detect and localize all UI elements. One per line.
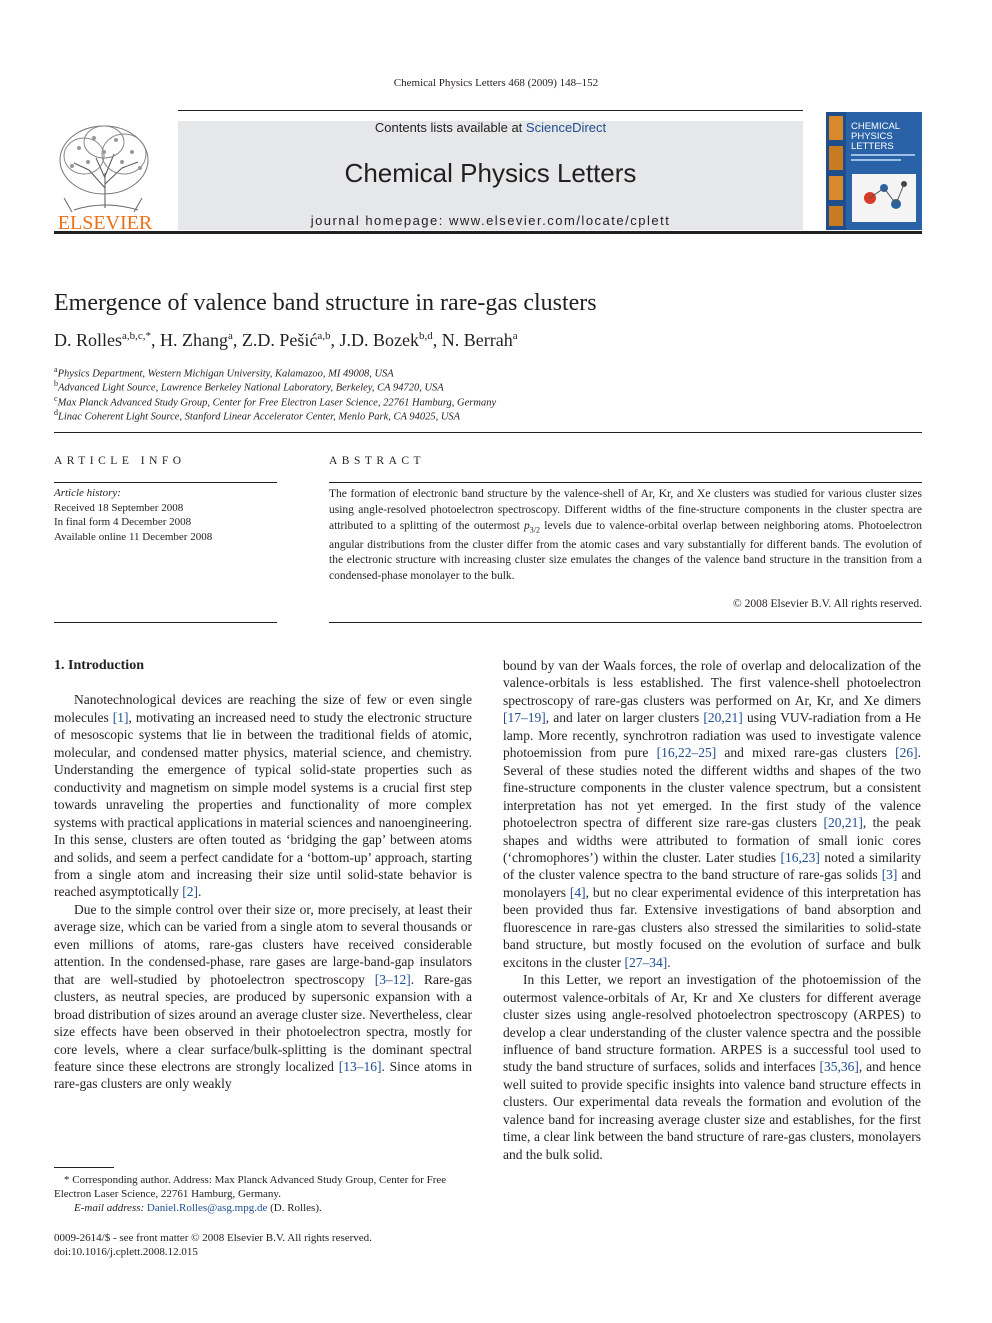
affiliation-text: Advanced Light Source, Lawrence Berkeley National Laboratory, Berkeley, CA 94720, USA	[58, 382, 444, 394]
abstract-heading: ABSTRACT	[329, 455, 426, 467]
affiliation-text: Max Planck Advanced Study Group, Center for Free Electron Laser Science, 22761 Hamburg, Germany	[57, 397, 497, 409]
text-run: Due to the simple control over their size or, more precisely, at least their average size, which can be varied from a single atom to several thousands or even millions of atoms, rare-gas clusters have received considerable attention. In the condensed-phase, rare gases are large-band-gap insulators that are well-studied by photoelectron spectroscopy	[54, 901, 472, 987]
email-label: E-mail address:	[74, 1202, 145, 1214]
contents-prefix: Contents lists available at	[374, 120, 523, 135]
affiliation-mark: b	[54, 379, 58, 388]
citation-link[interactable]: [35,36]	[819, 1059, 859, 1075]
abstract-rule	[329, 482, 922, 483]
text-run: .	[667, 954, 671, 970]
affiliation-mark: c	[54, 394, 58, 403]
contents-line	[178, 121, 803, 135]
email-link[interactable]: Daniel.Rolles@asg.mpg.de	[146, 1202, 268, 1214]
affiliation-mark: d	[54, 408, 58, 417]
sciencedirect-link[interactable]: ScienceDirect	[525, 120, 607, 135]
paragraph-3	[503, 971, 921, 1163]
author-affiliation-mark[interactable]: a,b	[317, 330, 331, 342]
text-run: .	[197, 884, 202, 900]
abstract-copyright: © 2008 Elsevier B.V. All rights reserved.	[733, 598, 922, 610]
text-run: noted a similarity of the cluster valence spectra to the band structure of rare-gas solids	[503, 849, 921, 883]
header-rule	[178, 110, 803, 111]
affiliation-rule	[54, 432, 922, 433]
article-info-heading: ARTICLE INFO	[54, 455, 186, 467]
abstract-bottom-rule	[329, 622, 922, 623]
bottom-info	[54, 1231, 372, 1259]
citation-link[interactable]: [3–12]	[374, 971, 411, 987]
footnote-star: *	[64, 1174, 70, 1186]
elsevier-logo[interactable]	[54, 118, 156, 232]
author-list: D. Rolles$^{a,b,c,*}$, H. Zhang$^a$, Z.D. Pešić$^{a,b}$, J.D. Bozek$^{b,d}$, N. Berrah$^a$	[54, 330, 518, 350]
orbital-subscript: 3/2	[529, 524, 541, 534]
affiliation	[54, 379, 444, 394]
orbital-symbol: p	[524, 519, 530, 532]
citation-link[interactable]: [26]	[895, 745, 918, 761]
abstract-part: The formation of electronic band structure by the valence-shell of Ar, Kr, and Xe clusters was studied for various cluster sizes using angle-resolved photoelectron spectroscopy. Different widths of the fine-structure components in the cluster spectra are attributed to a splitting of the outermost	[329, 488, 922, 532]
author-affiliation-mark[interactable]: a	[228, 330, 233, 342]
citation-link[interactable]: [1]	[112, 709, 129, 725]
affiliation	[54, 408, 460, 423]
affiliation-text: Physics Department, Western Michigan University, Kalamazoo, MI 49008, USA	[57, 368, 394, 380]
affiliation-mark: a	[54, 365, 58, 374]
corresponding-author-note	[54, 1173, 472, 1201]
author-name: H. Zhang	[160, 330, 229, 350]
text-run: using VUV-radiation from a He lamp. More recently, synchrotron radiation was used to investigate valence photoemission from pure	[503, 710, 921, 761]
author-name: D. Rolles	[54, 330, 123, 350]
homepage-label: journal homepage:	[310, 213, 444, 228]
abstract-part: levels due to valence-orbital overlap between neighboring atoms. Photoelectron angular distributions from the cluster differ from the atomic cases and vary substantially for different bands. The evolution of the electronic structure with increasing cluster size emulates the changes of the valence band structure in the transition from a condensed-phase monolayer to the bulk.	[329, 519, 923, 583]
citation-link[interactable]: [4]	[569, 884, 586, 900]
issn-line: 0009-2614/$ - see front matter © 2008 Elsevier B.V. All rights reserved.	[54, 1232, 372, 1244]
journal-cover[interactable]	[826, 112, 922, 230]
text-run: , and later on larger clusters	[545, 710, 704, 726]
text-run: . Since atoms in rare-gas clusters are only weakly	[54, 1058, 472, 1092]
paragraph-2-part-1	[54, 901, 472, 1093]
body-column-left	[54, 657, 472, 1093]
article-title: Emergence of valence band structure in rare-gas clusters	[54, 290, 597, 316]
email-suffix: (D. Rolles).	[270, 1202, 322, 1214]
citation-link[interactable]: [3]	[881, 867, 898, 883]
body-column-right	[503, 657, 921, 1163]
elsevier-tree-icon	[54, 118, 156, 232]
header-thick-rule	[54, 231, 922, 234]
text-run: . Rare-gas clusters, as neutral species, are produced by supersonic expansion with a broad distribution of sizes around an average cluster size. Nevertheless, clear size effects have been observed in their photoelectron spectra, mostly for core levels, where a clear surface/bulk-splitting is the dominant spectral feature since these electrons are strongly localized	[54, 971, 472, 1074]
author-affiliation-mark[interactable]: b,d	[419, 330, 433, 342]
abstract-text	[329, 487, 922, 585]
citation-link[interactable]: [17–19]	[503, 710, 546, 726]
history-label: Article history:	[54, 487, 121, 499]
journal-reference: Chemical Physics Letters 468 (2009) 148–152	[393, 77, 599, 89]
received-date: Received 18 September 2008	[54, 501, 184, 514]
cover-title-line-1: CHEMICAL	[851, 121, 901, 132]
homepage-url[interactable]: www.elsevier.com/locate/cplett	[449, 213, 671, 228]
paragraph-1	[54, 691, 472, 900]
affiliation	[54, 365, 394, 380]
text-run: Nanotechnological devices are reaching the size of few or even single molecules	[54, 692, 472, 725]
section-heading-introduction: 1. Introduction	[54, 658, 144, 673]
text-run: bound by van der Waals forces, the role of overlap and delocalization of the valence-orbitals is less established. The first valence-shell photoelectron spectroscopy of rare-gas clusters was performed on Ar, Kr, and Xe dimers	[503, 658, 921, 708]
journal-cover-image	[826, 112, 922, 230]
author-affiliation-mark[interactable]: a,b,c,*	[122, 330, 152, 342]
text-run: , and hence well suited to provide specific insights into valence band structure effects in clusters. Our experimental data reveals the formation and evolution of the valence band for increasing average cluster size and establishes, for the first time, a clear link between the band structure of rare-gas clusters, monolayers and the bulk solid.	[503, 1059, 922, 1162]
online-date: Available online 11 December 2008	[54, 530, 213, 543]
text-run: In this Letter, we report an investigation of the photoemission of the outermost valence-orbitals of Ar, Kr and Xe clusters for different average cluster sizes using angle-resolved photoelectron spectroscopy (ARPES) to develop a clear understanding of the cluster valence spectra and the possible influence of band structure formation. ARPES is a successful tool used to study the band structure of surfaces, solids and interfaces	[503, 972, 921, 1075]
final-form-date: In final form 4 December 2008	[54, 516, 192, 528]
author-affiliation-mark[interactable]: a	[512, 330, 518, 342]
email-line	[54, 1201, 472, 1215]
citation-link[interactable]: [13–16]	[338, 1058, 382, 1074]
journal-title: Chemical Physics Letters	[344, 158, 637, 188]
text-run: , but no clear experimental evidence of this interpretation has been provided thus far. Extensive investigations of band absorption and fluorescence in rare-gas clusters also stressed the similarities to solid-state band structure, but mostly focused on the evolution of surface and bulk excitons in the cluster	[503, 884, 921, 970]
citation-link[interactable]: [20,21]	[823, 815, 863, 831]
article-info-rule	[54, 482, 277, 483]
footnote-rule	[54, 1167, 114, 1168]
author-name: Z.D. Pešić	[241, 330, 318, 350]
citation-link[interactable]: [20,21]	[703, 710, 743, 726]
text-run: and monolayers	[503, 867, 921, 900]
author-name: N. Berrah	[441, 330, 513, 350]
citation-link[interactable]: [16,22–25]	[656, 745, 717, 761]
article-history	[54, 486, 212, 544]
citation-link[interactable]: [16,23]	[780, 849, 820, 865]
footnote	[54, 1173, 472, 1215]
affiliation-text: Linac Coherent Light Source, Stanford Linear Accelerator Center, Menlo Park, CA 94025, USA	[58, 411, 461, 423]
author-name: J.D. Bozek	[339, 330, 420, 350]
corresponding-text: Corresponding author. Address: Max Planck Advanced Study Group, Center for Free Electron Laser Science, 22761 Hamburg, Germany.	[54, 1174, 447, 1200]
text-run: . Several of these studies noted the different widths and shapes of the two fine-structure components in the cluster valence spectrum, but a consistent interpretation has not yet emerged. In the first study of the valence photoelectron spectra of different size rare-gas clusters	[503, 745, 921, 831]
text-run: , motivating an increased need to study the electronic structure of mesoscopic systems that lie in between the traditional fields of atomic, molecular, and condensed matter physics, material science, and chemistry. Understanding the emergence of typical solid-state properties such as conductivity and magnetism on simple model systems is a crucial first step towards unraveling the properties and functionality of more complex systems with practical applications in material sciences and nanoengineering. In this sense, clusters are often touted as ‘bridging the gap’ between atoms and solids, and seem a perfect candidate for a ‘bottom-up’ approach, starting from a single atom and increasing their size until solid-state behavior is reached asymptotically	[54, 709, 473, 900]
cover-title-line-2: PHYSICS	[851, 131, 893, 142]
citation-link[interactable]: [27–34]	[624, 954, 668, 970]
paragraph-2-part-2	[503, 657, 921, 971]
article-info-bottom-rule	[54, 622, 277, 623]
journal-homepage	[178, 213, 803, 228]
citation-link[interactable]: [2]	[182, 884, 198, 900]
affiliation	[54, 394, 496, 409]
text-run: and mixed rare-gas clusters	[716, 745, 896, 761]
doi-line: doi:10.1016/j.cplett.2008.12.015	[54, 1246, 198, 1258]
text-run: , the peak shapes and widths were attributed to formation of small ionic cores (‘chromophores’) within the cluster. Later studies	[503, 815, 921, 865]
elsevier-wordmark: ELSEVIER	[57, 212, 153, 232]
cover-title-line-3: LETTERS	[851, 141, 894, 152]
journal-banner	[178, 121, 803, 230]
